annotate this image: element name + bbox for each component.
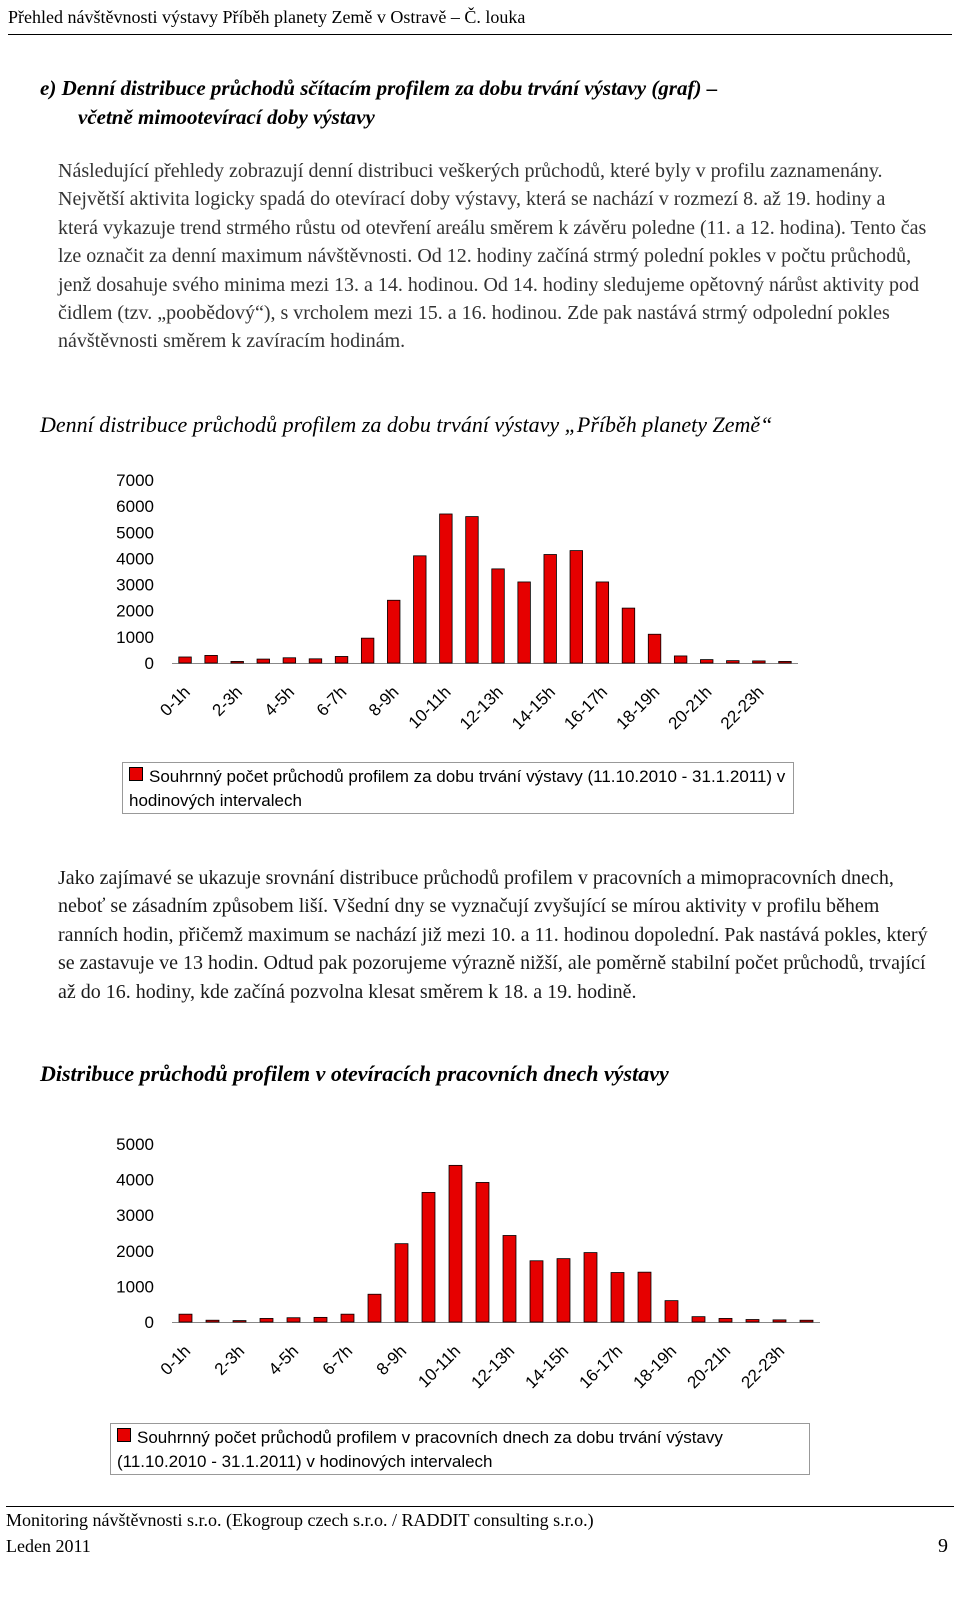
y-tick-label: 4000 <box>116 1170 154 1190</box>
y-tick-label: 1000 <box>116 627 154 647</box>
bar-13-14h <box>530 1261 543 1322</box>
x-tick-label: 20-21h <box>664 682 716 734</box>
x-tick-label: 2-3h <box>208 682 247 720</box>
bar-2-3h <box>233 1321 246 1322</box>
x-tick-label: 22-23h <box>737 1341 789 1393</box>
page-footer <box>6 1506 954 1559</box>
chart1-caption: Denní distribuce průchodů profilem za dobu trvání výstavy „Příběh planety Země“ <box>40 412 773 437</box>
x-tick-label: 16-17h <box>575 1341 627 1393</box>
bar-18-19h <box>665 1301 678 1322</box>
bar-15-16h <box>584 1253 597 1322</box>
bar-12-13h <box>503 1235 516 1322</box>
footer-date: Leden 2011 <box>6 1536 91 1556</box>
y-tick-label: 2000 <box>116 1241 154 1261</box>
y-tick-label: 0 <box>144 654 154 673</box>
section-heading-line2: včetně mimootevírací doby výstavy <box>78 105 375 129</box>
x-tick-label: 6-7h <box>312 682 351 720</box>
x-tick-label: 20-21h <box>683 1341 735 1393</box>
footer-company: Monitoring návštěvnosti s.r.o. (Ekogroup czech s.r.o. / RADDIT consulting s.r.o.) <box>6 1510 594 1530</box>
bar-14-15h <box>557 1259 570 1322</box>
x-tick-label: 16-17h <box>560 682 612 734</box>
bar-7-8h <box>368 1294 381 1322</box>
x-tick-label: 8-9h <box>372 1341 411 1379</box>
bar-0-1h <box>179 1314 192 1322</box>
x-tick-label: 12-13h <box>467 1341 519 1393</box>
y-tick-label: 5000 <box>116 523 154 543</box>
x-tick-label: 18-19h <box>629 1341 681 1393</box>
x-tick-label: 12-13h <box>456 682 507 734</box>
bar-23-24h <box>800 1320 813 1322</box>
bar-4-5h <box>287 1318 300 1322</box>
bar-17-18h <box>638 1272 651 1322</box>
x-tick-label: 10-11h <box>404 682 455 733</box>
y-tick-label: 6000 <box>116 497 154 517</box>
x-tick-label: 14-15h <box>521 1341 573 1393</box>
x-tick-label: 6-7h <box>318 1341 357 1379</box>
y-tick-label: 0 <box>144 1313 154 1332</box>
bar-8-9h <box>395 1244 408 1322</box>
x-tick-label: 22-23h <box>716 682 768 734</box>
chart1-legend-text: Souhrnný počet průchodů profilem za dobu trvání výstavy (11.10.2010 - 31.1.2011) v hodinových intervalech <box>129 767 786 810</box>
y-tick-label: 4000 <box>116 549 154 569</box>
x-tick-label: 14-15h <box>508 682 560 734</box>
x-tick-label: 10-11h <box>414 1341 465 1392</box>
y-tick-label: 3000 <box>116 575 154 595</box>
bar-6-7h <box>341 1314 354 1322</box>
x-tick-label: 18-19h <box>612 682 664 734</box>
x-tick-label: 0-1h <box>156 1341 195 1379</box>
bar-1-2h <box>206 1320 219 1322</box>
x-tick-label: 4-5h <box>264 1341 303 1379</box>
x-tick-label: 4-5h <box>260 682 299 720</box>
chart2-legend <box>110 1423 810 1475</box>
y-tick-label: 1000 <box>116 1277 154 1297</box>
bar-5-6h <box>314 1317 327 1322</box>
bar-10-11h <box>449 1165 462 1322</box>
y-tick-label: 2000 <box>116 601 154 621</box>
bar-21-22h <box>746 1320 759 1322</box>
y-tick-label: 3000 <box>116 1206 154 1226</box>
chart2-caption: Distribuce průchodů profilem v otevíracích pracovních dnech výstavy <box>40 1061 669 1086</box>
bar-22-23h <box>773 1320 786 1322</box>
page-number: 9 <box>938 1535 948 1557</box>
chart2-legend-text: Souhrnný počet průchodů profilem v pracovních dnech za dobu trvání výstavy (11.10.2010 - 31.1.2011) v hodinových intervalech <box>117 1428 723 1471</box>
bar-3-4h <box>260 1318 273 1322</box>
x-tick-label: 0-1h <box>156 682 194 720</box>
paragraph-intro: Následující přehledy zobrazují denní distribuci veškerých průchodů, které byly v profilu zaznamenány. Největší aktivita logicky spadá do otevírací doby výstavy, která se nachází v rozmezí 8. až 19. hodiny a která vykazuje trend strmého růstu od otevření areálu směrem k závěru poledne (11. a 12. hodina). Tento čas lze označit za denní maximum návštěvnosti. Od 12. hodiny začíná strmý polední pokles v počtu průchodů, jenž dosahuje svého minima mezi 13. a 14. hodinou. Od 14. hodiny sledujeme opětovný nárůst aktivity pod čidlem (tzv. „poobědový“), s vrcholem mezi 15. a 16. hodinou. Zde pak nastává strmý odpolední pokles návštěvnosti směrem k zavíracím hodinám. <box>58 160 927 353</box>
bar-19-20h <box>692 1317 705 1322</box>
y-tick-label: 5000 <box>116 1135 154 1154</box>
bar-9-10h <box>422 1192 435 1322</box>
bar-11-12h <box>476 1182 489 1322</box>
section-heading-line1: e) Denní distribuce průchodů sčítacím profilem za dobu trvání výstavy (graf) – <box>40 76 718 100</box>
bar-16-17h <box>611 1273 624 1322</box>
legend-swatch <box>117 1428 131 1442</box>
x-tick-label: 2-3h <box>210 1341 249 1379</box>
paragraph-comparison: Jako zajímavé se ukazuje srovnání distribuce průchodů profilem v pracovních a mimopracovních dnech, neboť se zásadním způsobem liší. Všední dny se vyznačují zvyšující se mírou aktivity v profilu během ranních hodin, přičemž maximum se nachází již mezi 10. a 11. hodinou dopolední. Pak nastává pokles, který se zastavuje ve 13 hodin. Odtud pak pozorujeme výrazně nižší, ale poměrně stabilní počet průchodů, trvající až do 16. hodiny, kde začíná pozvolna klesat směrem k 18. a 19. hodině. <box>58 867 928 1003</box>
header-title: Přehled návštěvnosti výstavy Příběh planety Země v Ostravě – Č. louka <box>8 7 526 27</box>
bar-20-21h <box>719 1318 732 1322</box>
x-tick-label: 8-9h <box>365 682 403 720</box>
y-tick-label: 7000 <box>116 471 154 490</box>
